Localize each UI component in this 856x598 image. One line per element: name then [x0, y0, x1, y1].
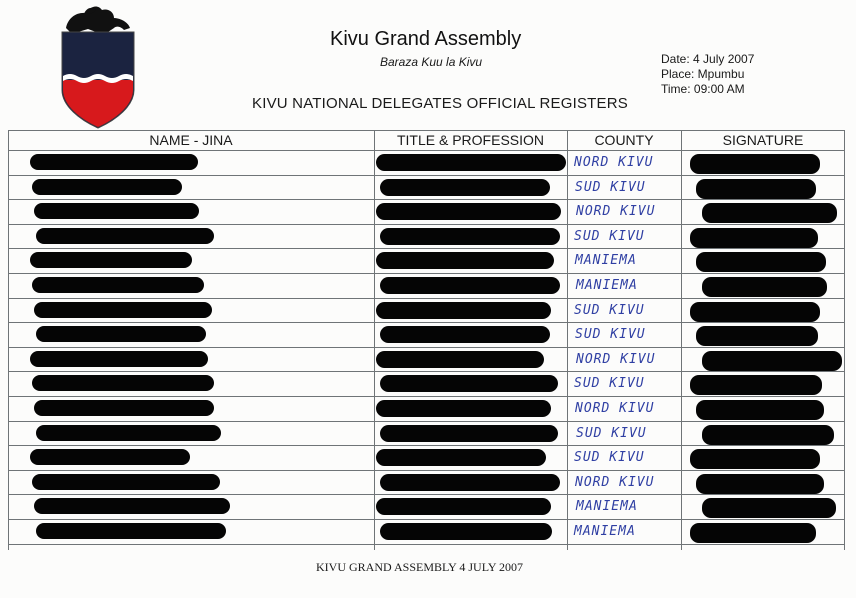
table-column-divider — [567, 130, 568, 550]
table-row-line — [8, 494, 845, 495]
county-entry: NORD KIVU — [575, 401, 655, 416]
redaction-mark — [32, 375, 214, 391]
assembly-subtitle: Baraza Kuu la Kivu — [380, 55, 483, 69]
table-column-divider — [374, 130, 375, 550]
table-row-line — [8, 347, 845, 348]
county-entry: SUD KIVU — [574, 302, 645, 318]
redaction-mark — [690, 523, 816, 543]
redaction-mark — [34, 400, 214, 416]
table-row-line — [8, 544, 845, 545]
redaction-mark — [690, 154, 820, 174]
table-row-line — [8, 224, 845, 225]
table-row-line — [8, 199, 845, 200]
redaction-mark — [702, 203, 837, 223]
meeting-details — [661, 52, 754, 97]
column-header-signature: SIGNATURE — [722, 132, 804, 148]
meeting-date: Date: 4 July 2007 — [661, 52, 755, 66]
table-row-line — [8, 175, 845, 176]
table-row-line — [8, 322, 845, 323]
redaction-mark — [32, 277, 204, 293]
redaction-mark — [380, 326, 550, 343]
table-row-line — [8, 396, 845, 397]
redaction-mark — [702, 425, 834, 445]
redaction-mark — [376, 252, 554, 269]
table-row-line — [8, 371, 845, 372]
county-entry: SUD KIVU — [574, 450, 645, 466]
table-row-line — [8, 445, 845, 446]
table-row-line — [8, 248, 845, 249]
county-entry: NORD KIVU — [574, 155, 654, 170]
table-row-line — [8, 298, 845, 299]
redaction-mark — [30, 154, 198, 170]
table-column-divider — [844, 130, 845, 550]
county-entry: MANIEMA — [576, 278, 638, 293]
table-row-line — [8, 273, 845, 274]
county-entry: NORD KIVU — [575, 474, 655, 490]
redaction-mark — [34, 498, 230, 514]
county-entry: SUD KIVU — [575, 327, 646, 343]
redaction-mark — [34, 203, 199, 219]
redaction-mark — [380, 277, 560, 294]
redaction-mark — [702, 351, 842, 371]
redaction-mark — [690, 302, 820, 322]
redaction-mark — [690, 449, 820, 469]
county-entry: MANIEMA — [574, 524, 636, 539]
redaction-mark — [380, 179, 550, 196]
redaction-mark — [690, 375, 822, 395]
lion-icon — [66, 6, 130, 32]
redaction-mark — [30, 351, 208, 367]
redaction-mark — [36, 228, 214, 244]
table-row-line — [8, 130, 845, 131]
redaction-mark — [36, 523, 226, 539]
redaction-mark — [696, 252, 826, 272]
document-footer: KIVU GRAND ASSEMBLY 4 JULY 2007 — [316, 560, 524, 574]
redaction-mark — [696, 400, 824, 420]
table-row-line — [8, 150, 845, 151]
redaction-mark — [380, 523, 552, 540]
redaction-mark — [376, 154, 566, 171]
table-row-line — [8, 421, 845, 422]
column-header-name: NAME - JINA — [149, 132, 233, 148]
county-entry: MANIEMA — [575, 253, 637, 269]
county-entry: SUD KIVU — [575, 179, 646, 195]
redaction-mark — [376, 351, 544, 368]
redaction-mark — [380, 228, 560, 245]
table-column-divider — [8, 130, 9, 550]
county-entry: SUD KIVU — [576, 425, 647, 441]
redaction-mark — [376, 302, 551, 319]
redaction-mark — [376, 400, 551, 417]
redaction-mark — [380, 474, 560, 491]
redaction-mark — [376, 498, 551, 515]
redaction-mark — [30, 449, 190, 465]
column-header-title: TITLE & PROFESSION — [396, 132, 545, 148]
register-title: KIVU NATIONAL DELEGATES OFFICIAL REGISTERS — [252, 95, 628, 112]
coat-of-arms-crest — [58, 2, 138, 130]
redaction-mark — [36, 425, 221, 441]
redaction-mark — [702, 498, 836, 518]
redaction-mark — [696, 326, 818, 346]
redaction-mark — [376, 203, 561, 220]
redaction-mark — [34, 302, 212, 318]
table-row-line — [8, 470, 845, 471]
redaction-mark — [32, 474, 220, 490]
meeting-place: Place: Mpumbu — [661, 67, 745, 81]
redaction-mark — [696, 179, 816, 199]
county-entry: MANIEMA — [576, 499, 638, 515]
redaction-mark — [36, 326, 206, 342]
table-row-line — [8, 519, 845, 520]
redaction-mark — [32, 179, 182, 195]
column-header-county: COUNTY — [594, 132, 654, 148]
redaction-mark — [380, 425, 558, 442]
county-entry: NORD KIVU — [576, 204, 656, 220]
county-entry: NORD KIVU — [576, 351, 656, 367]
redaction-mark — [30, 252, 192, 268]
redaction-mark — [702, 277, 827, 297]
meeting-time: Time: 09:00 AM — [661, 82, 745, 96]
redaction-mark — [696, 474, 824, 494]
county-entry: SUD KIVU — [574, 376, 645, 392]
county-entry: SUD KIVU — [574, 228, 645, 244]
redaction-mark — [690, 228, 818, 248]
assembly-title: Kivu Grand Assembly — [330, 28, 522, 50]
redaction-mark — [380, 375, 558, 392]
redaction-mark — [376, 449, 546, 466]
